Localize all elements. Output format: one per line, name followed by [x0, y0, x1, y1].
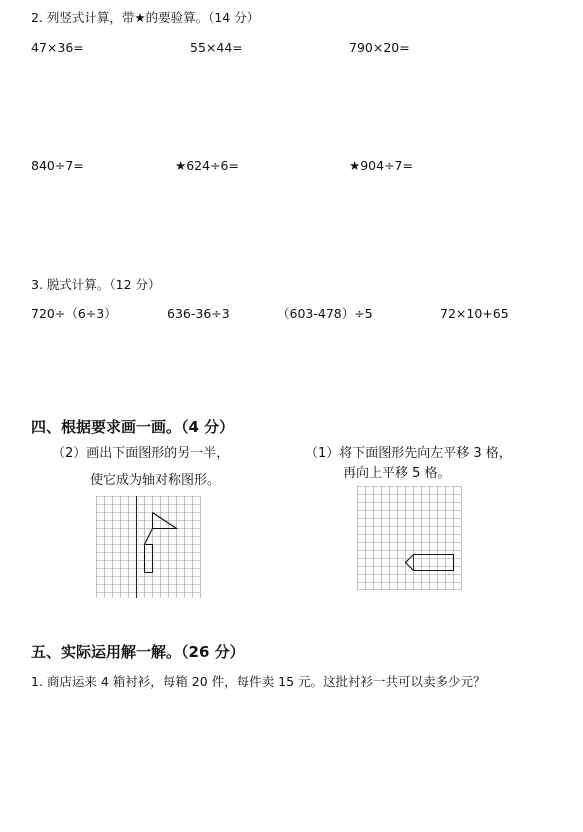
- problem-624div6: ★624÷6=: [175, 158, 239, 173]
- section3-heading: 3. 脱式计算。（12 分）: [31, 277, 161, 292]
- problem-47x36: 47×36=: [31, 40, 84, 55]
- expression-3: （603-478）÷5: [277, 306, 373, 321]
- problem-904div7: ★904÷7=: [349, 158, 413, 173]
- word-problem-1: 1. 商店运来 4 箱衬衫，每箱 20 件，每件卖 15 元。这批衬衫一共可以卖多少元？: [31, 674, 486, 689]
- problem-790x20: 790×20=: [349, 40, 410, 55]
- expression-2: 636-36÷3: [167, 306, 230, 321]
- problem-55x44: 55×44=: [190, 40, 243, 55]
- expression-1: 720÷（6÷3）: [31, 306, 117, 321]
- translation-grid: [357, 486, 463, 590]
- task1-line2: 再向上平移 5 格。: [343, 466, 451, 481]
- task1-line1: （1）将下面图形先向左平移 3 格，: [305, 446, 512, 461]
- expression-4: 72×10+65: [440, 306, 509, 321]
- problem-840div7: 840÷7=: [31, 158, 84, 173]
- symmetry-grid: [96, 496, 202, 599]
- section2-heading: 2. 列竖式计算，带★的要验算。（14 分）: [31, 10, 260, 25]
- section5-heading: 五、实际运用解一解。（26 分）: [31, 643, 245, 661]
- section4-heading: 四、根据要求画一画。（4 分）: [31, 418, 235, 436]
- task2-line2: 使它成为轴对称图形。: [90, 473, 221, 488]
- task2-line1: （2）画出下面图形的另一半，: [52, 446, 230, 461]
